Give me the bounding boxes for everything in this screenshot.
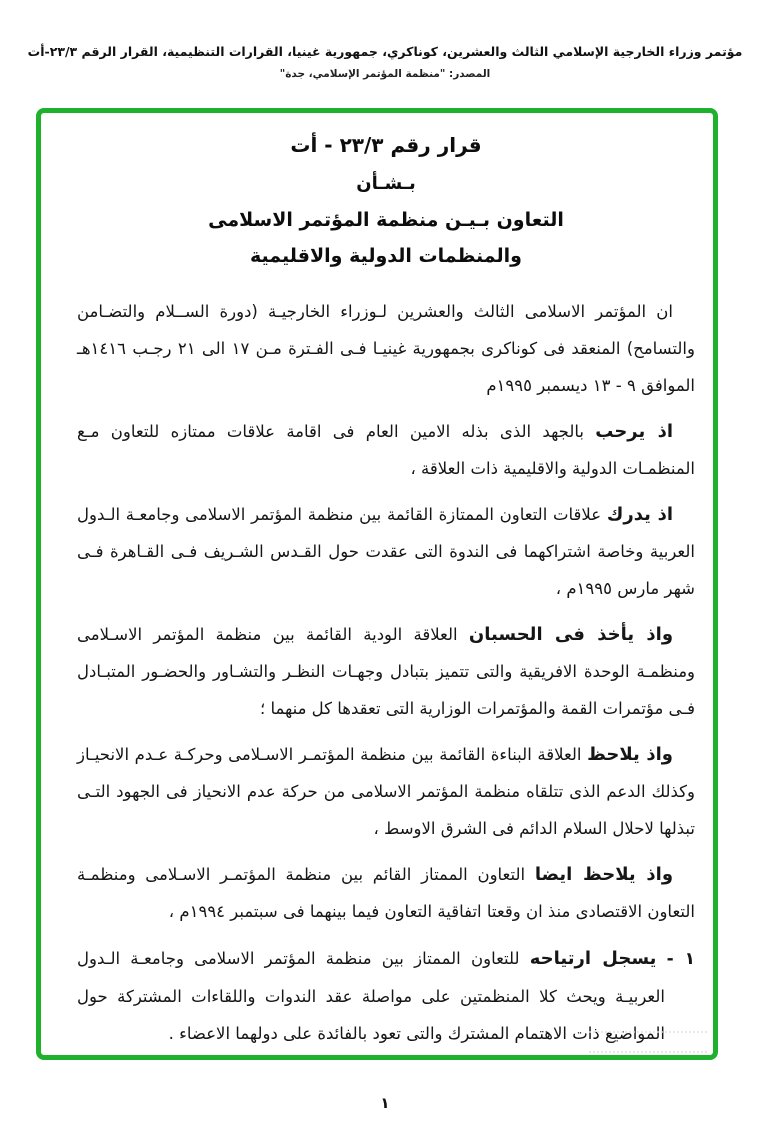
scan-artifact [589,1031,707,1053]
item-lead: يسجل ارتياحه [529,948,657,969]
resolution-subject-line1: التعاون بـيـن منظمة المؤتمر الاسلامى [208,209,564,231]
page-number: ١ [380,1094,390,1112]
preamble-paragraph [77,293,695,404]
resolution-subject-word: بـشـأن [356,173,416,194]
paragraph-text: بالجهد الذى بذله الامين العام فى اقامة علاقات ممتازه للتعاون مـع المنظمـات الدولية والاقليمية ذات العلاقة ، [77,422,695,478]
clause-paragraph [77,736,695,847]
item-number: ١ - [666,949,695,969]
clause-paragraph [77,616,695,727]
clause-lead: اذ يرحب [595,421,673,442]
paragraph-text: التعاون الممتاز القائم بين منظمة المؤتمـر الاسـلامى ومنظمـة التعاون الاقتصادى منذ ان وقعتا اتفاقية التعاون فيما بينهما فى سبتمبر ١٩٩٤م ، [77,865,695,921]
document-header [0,44,770,80]
header-citation-line: مؤتمر وزراء الخارجية الإسلامي الثالث والعشرين، كوناكري، جمهورية غينيا، القرارات التنظيمية، القرار الرقم ٢٣/٣-أت [27,44,743,59]
green-border-frame [36,108,718,1060]
resolution-body [41,113,713,1052]
paragraph-text: ان المؤتمر الاسلامى الثالث والعشرين لـوزراء الخارجيـة (دورة الســلام والتضـامن والتسامح) المنعقد فى كوناكرى بجمهورية غينيـا فـى الفـترة مـن ١٧ الى ٢١ رجـب ١٤١٦هـ الموافق ٩ - ١٣ ديسمبر ١٩٩٥م [77,302,695,395]
clause-lead: واذ يلاحظ ايضا [534,864,674,885]
paragraph-text: علاقات التعاون الممتازة القائمة بين منظمة المؤتمر الاسلامى وجامعـة الـدول العربية وخاصة اشتراكهما فى الندوة التى عقدت حول القـدس الشـريف فـى القـاهرة فـى شهر مارس ١٩٩٥م ، [77,505,695,598]
clause-paragraph [77,496,695,607]
header-source-line: المصدر: "منظمة المؤتمر الإسلامي، جدة" [279,68,491,80]
clause-paragraph [77,856,695,930]
resolution-paragraphs [77,293,695,1052]
clause-lead: واذ يأخذ فى الحسبان [468,624,674,645]
clause-lead: اذ يدرك [606,504,673,525]
paragraph-text: العلاقة البناءة القائمة بين منظمة المؤتمـر الاسـلامى وحركـة عـدم الانحيـاز وكذلك الدعم الذى تتلقاه منظمة المؤتمر الاسلامى من حركة عدم الانحياز فى الجهود التـى تبذلها لاحلال السلام الدائم فى الشرق الاوسط ، [77,745,695,838]
resolution-subject-line2: والمنظمات الدولية والاقليمية [250,245,522,267]
resolution-number-title: قرار رقم ٢٣/٣ - أت [290,133,482,157]
clause-lead: واذ يلاحظ [587,744,673,765]
resolution-title-block [77,133,695,267]
paragraph-text: العلاقة الودية القائمة بين منظمة المؤتمر الاسـلامى ومنظمـة الوحدة الافريقية والتى تتميز بتبادل وجهـات النظـر والتشـاور والحضـور المتبـادل فـى مؤتمرات القمة والمؤتمرات الوزارية التى تعقدها كل منهما ؛ [77,625,695,718]
item-text: للتعاون الممتاز بين منظمة المؤتمر الاسلامى وجامعـة الـدول العربيـة ويحث كلا المنظمتين على مواصلة عقد الندوات واللقاءات المشتركة حول المواضيع ذات الاهتمام المشترك والتى تعود بالفائدة على دولهما الاعضاء . [77,949,665,1043]
clause-paragraph [77,413,695,487]
